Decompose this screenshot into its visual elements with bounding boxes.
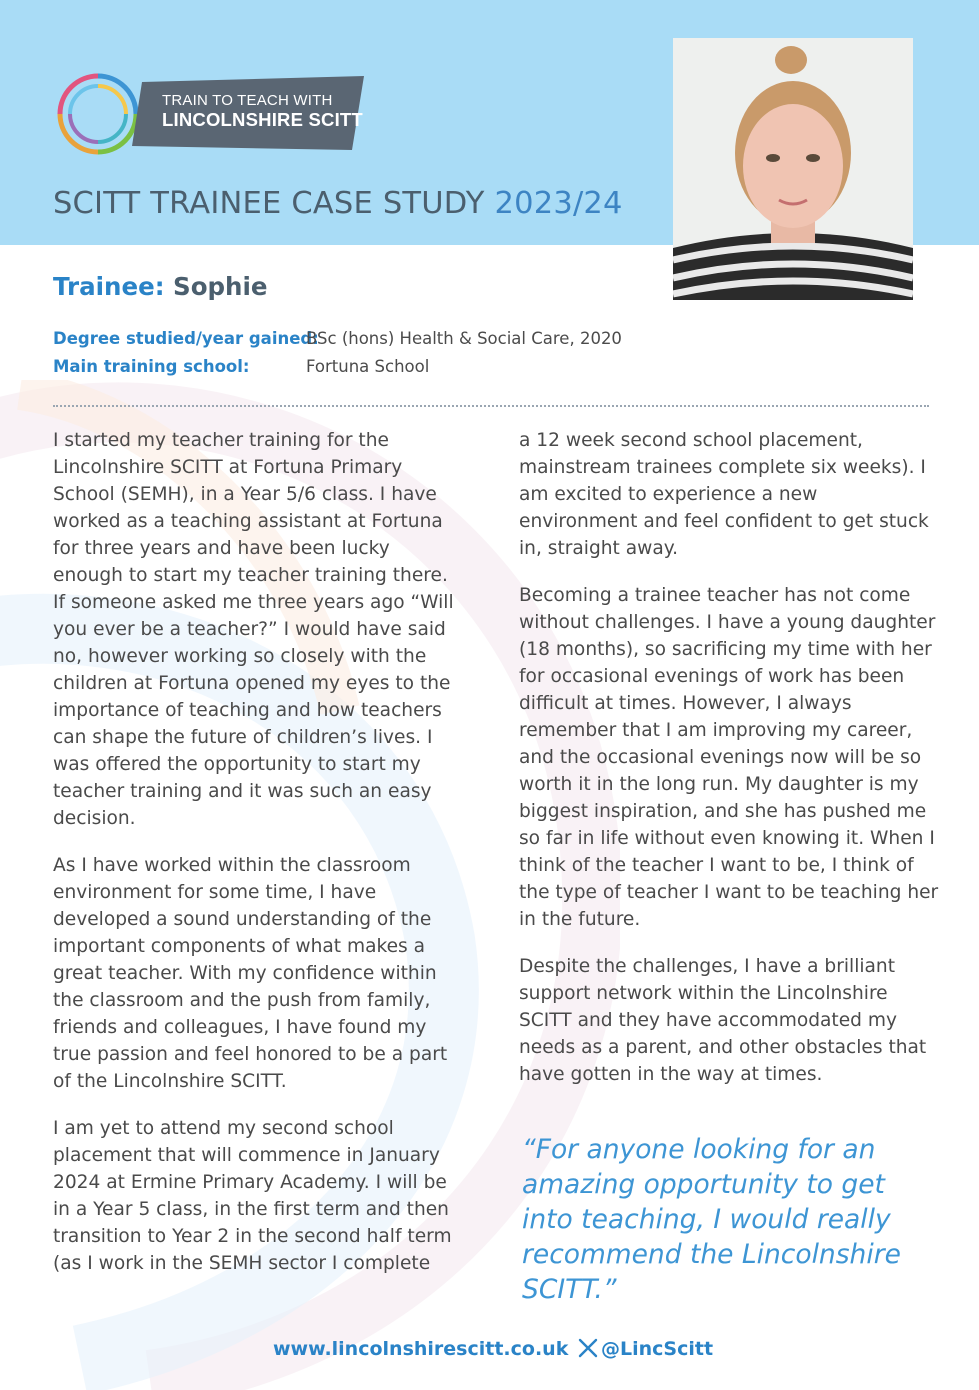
body-paragraph: I am yet to attend my second school placement that will commence in January 2024 at Ermine Primary Academy. I will be in a Year 5 class, in the first term and then transition to Year 2 in the second half term (as I work in the SEMH sector I complete <box>53 1118 452 1274</box>
logo-text-line1: TRAIN TO TEACH WITH <box>162 92 333 109</box>
pull-quote: “For anyone looking for an amazing opportunity to get into teaching, I would really recommend the Lincolnshire SCITT.” <box>522 1134 901 1305</box>
trainee-name: Sophie <box>173 272 268 301</box>
lincolnshire-scitt-logo <box>52 68 364 160</box>
body-paragraph: a 12 week second school placement, mainstream trainees complete six weeks). I am excited to experience a new environment and feel confident to get stuck in, straight away. <box>519 430 929 559</box>
social-handle: @LincScitt <box>601 1338 714 1360</box>
body-paragraph: Despite the challenges, I have a brilliant support network within the Lincolnshire SCITT and they have accommodated my needs as a parent, and other obstacles that have gotten in the way at times. <box>519 956 927 1085</box>
logo-ring-icon <box>52 68 144 160</box>
x-icon <box>578 1338 598 1358</box>
trainee-label: Trainee: <box>53 272 165 301</box>
degree-label: Degree studied/year gained: <box>53 329 319 348</box>
website-link[interactable]: www.lincolnshirescitt.co.uk <box>273 1338 569 1360</box>
body-paragraph: As I have worked within the classroom environment for some time, I have developed a sound understanding of the important components of what makes a great teacher. With my confidence within the classroom and the push from family, friends and colleagues, I have found my true passion and feel honored to be a part of the Lincolnshire SCITT. <box>53 855 448 1092</box>
title-year: 2023/24 <box>494 186 623 221</box>
dotted-divider <box>53 405 929 407</box>
logo-text-line2: LINCOLNSHIRE SCITT <box>162 109 363 130</box>
body-column-left <box>53 427 458 1297</box>
body-column-right <box>519 427 939 1108</box>
body-paragraph: I started my teacher training for the Lincolnshire SCITT at Fortuna Primary School (SEMH), in a Year 5/6 class. I have worked as a teaching assistant at Fortuna for three years and have been lucky enough to start my teacher training there. If someone asked me three years ago “Will you ever be a teacher?” I would have said no, however working so closely with the children at Fortuna opened my eyes to the importance of teaching and how teachers can shape the future of children’s lives. I was offered the opportunity to start my teacher training and it was such an easy decision. <box>53 430 454 829</box>
school-value: Fortuna School <box>306 357 430 376</box>
page-title <box>53 186 623 221</box>
trainee-heading <box>53 272 268 301</box>
social-link[interactable] <box>578 1338 713 1360</box>
title-text: SCITT TRAINEE CASE STUDY <box>53 186 485 221</box>
degree-value: BSc (hons) Health & Social Care, 2020 <box>306 329 622 348</box>
trainee-portrait-image <box>673 38 913 300</box>
body-paragraph: Becoming a trainee teacher has not come without challenges. I have a young daughter (18 months), so sacrificing my time with her for occasional evenings of work has been difficult at times. However, I always remember that I am improving my career, and the occasional evenings now will be so worth it in the long run. My daughter is my biggest inspiration, and she has pushed me so far in life without even knowing it. When I think of the teacher I want to be, I think of the type of teacher I want to be teaching her in the future. <box>519 585 939 930</box>
school-label: Main training school: <box>53 357 250 376</box>
trainee-photo <box>673 38 913 300</box>
